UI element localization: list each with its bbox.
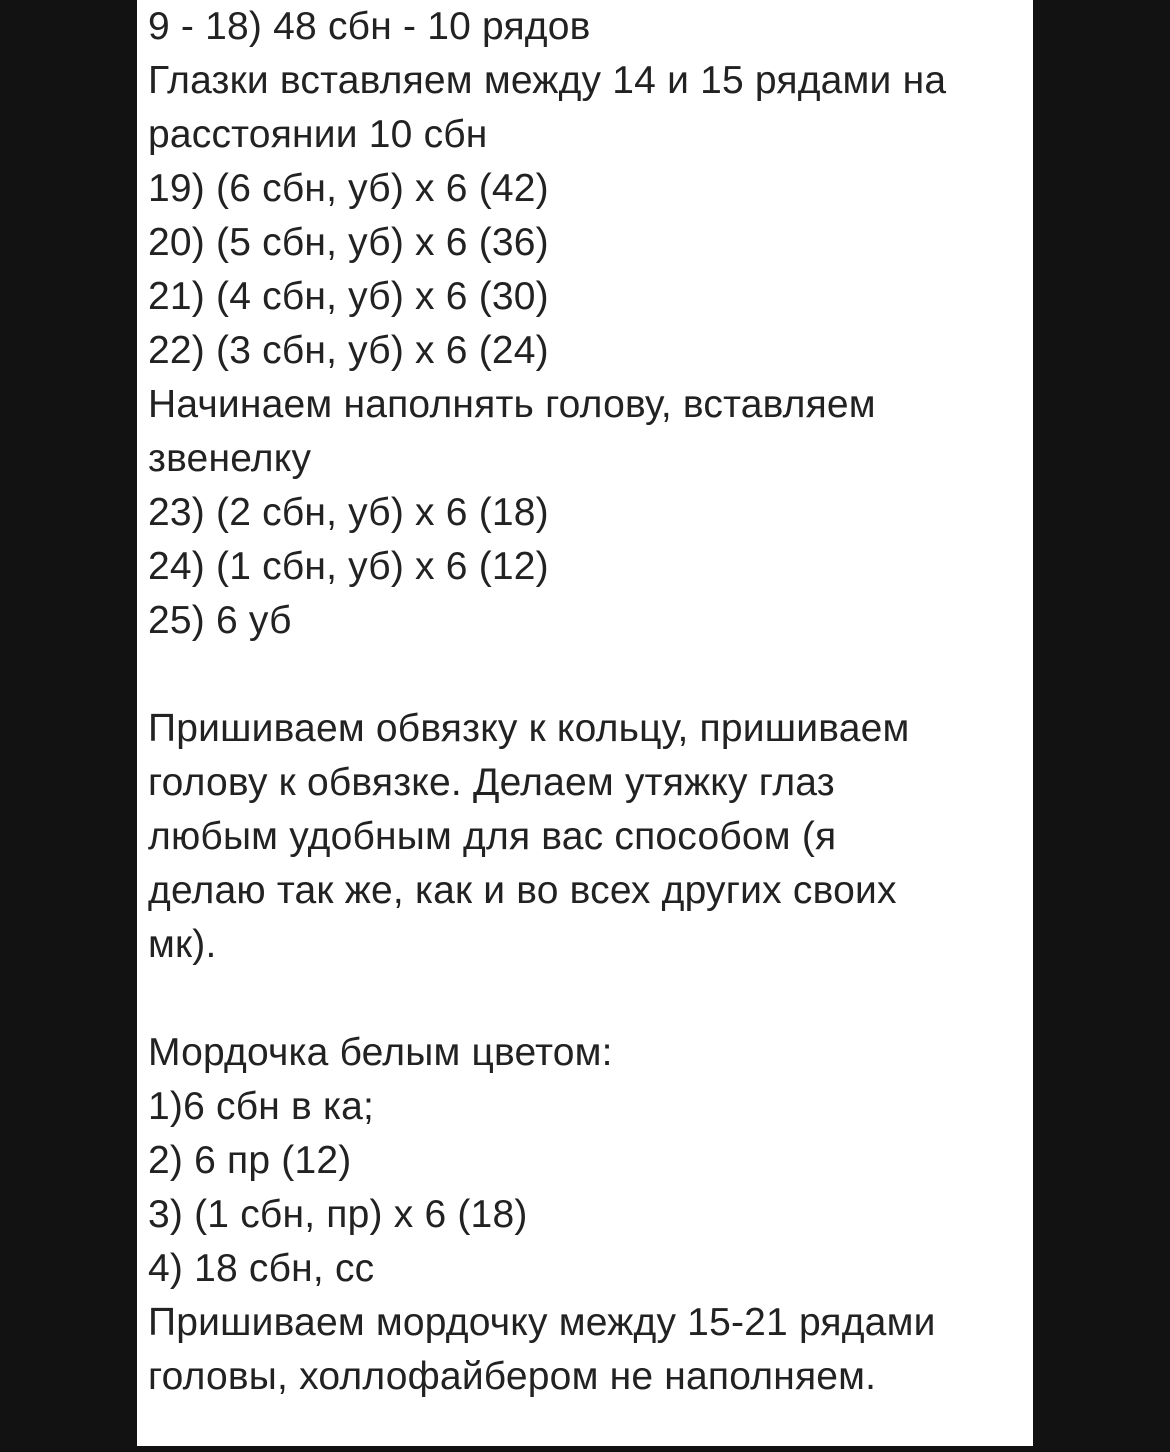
- text-line: 2) 6 пр (12): [148, 1139, 352, 1182]
- text-line: 4) 18 сбн, сс: [148, 1247, 375, 1290]
- text-line: Начинаем наполнять голову, вставляем: [148, 383, 876, 426]
- assembly-section: [148, 702, 1033, 972]
- text-line: расстоянии 10 сбн: [148, 113, 488, 156]
- text-line: звенелку: [148, 437, 312, 480]
- text-line: делаю так же, как и во всех других своих: [148, 869, 897, 912]
- paragraph-spacer: [148, 648, 1033, 702]
- muzzle-section: [148, 1026, 1033, 1404]
- text-line: головы, холлофайбером не наполняем.: [148, 1355, 877, 1398]
- text-line: Пришиваем обвязку к кольцу, пришиваем: [148, 707, 910, 750]
- text-line: 1)6 сбн в ка;: [148, 1085, 375, 1128]
- text-line: Пришиваем мордочку между 15-21 рядами: [148, 1301, 936, 1344]
- text-line: 23) (2 сбн, уб) х 6 (18): [148, 491, 549, 534]
- text-line: голову к обвязке. Делаем утяжку глаз: [148, 761, 835, 804]
- document-page: [137, 0, 1033, 1446]
- text-line: 21) (4 сбн, уб) х 6 (30): [148, 275, 549, 318]
- text-line: 19) (6 сбн, уб) х 6 (42): [148, 167, 549, 210]
- text-line: Глазки вставляем между 14 и 15 рядами на: [148, 59, 947, 102]
- text-line: 22) (3 сбн, уб) х 6 (24): [148, 329, 549, 372]
- text-line: мк).: [148, 923, 217, 966]
- text-line: любым удобным для вас способом (я: [148, 815, 837, 858]
- section-heading: Мордочка белым цветом:: [148, 1031, 613, 1074]
- head-rows-section: [148, 0, 1033, 648]
- text-line: 9 - 18) 48 сбн - 10 рядов: [148, 5, 591, 48]
- text-line: 25) 6 уб: [148, 599, 292, 642]
- text-line: 24) (1 сбн, уб) х 6 (12): [148, 545, 549, 588]
- text-line: 3) (1 сбн, пр) х 6 (18): [148, 1193, 528, 1236]
- text-line: 20) (5 сбн, уб) х 6 (36): [148, 221, 549, 264]
- paragraph-spacer: [148, 972, 1033, 1026]
